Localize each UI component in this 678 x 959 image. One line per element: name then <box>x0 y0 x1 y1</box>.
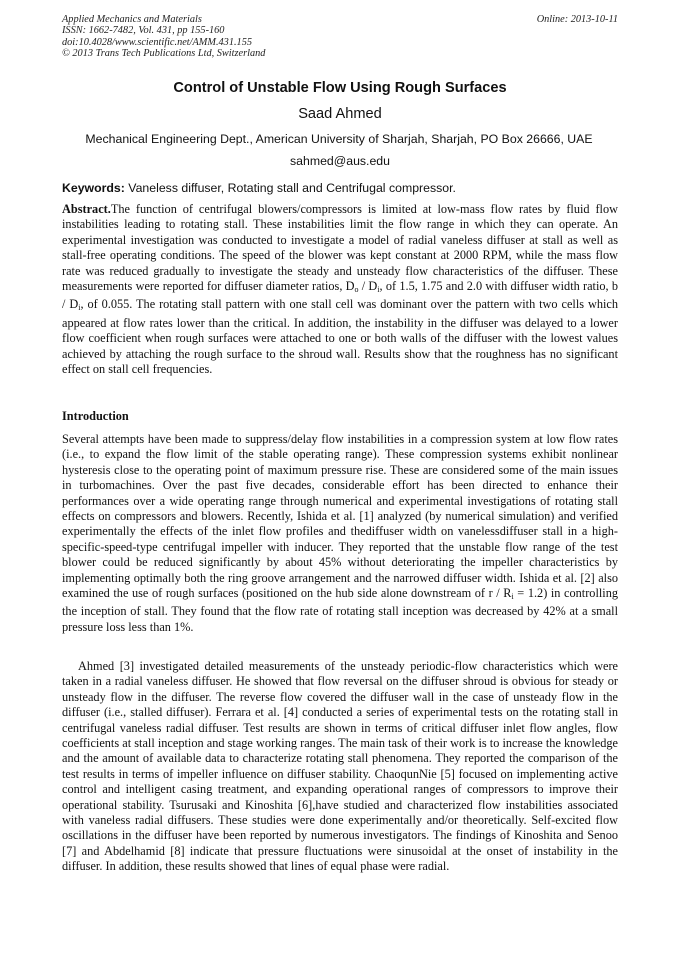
keywords <box>62 181 618 195</box>
paper-title: Control of Unstable Flow Using Rough Surfaces <box>173 80 507 96</box>
keywords-text: Vaneless diffuser, Rotating stall and Centrifugal compressor. <box>124 181 456 195</box>
doi-line: doi:10.4028/www.scientific.net/AMM.431.155 <box>62 36 252 48</box>
journal-header <box>62 14 618 60</box>
author-affiliation: Mechanical Engineering Dept., American University of Sharjah, Sharjah, PO Box 26666, UAE <box>85 132 593 146</box>
intro-paragraph-1: Several attempts have been made to suppress/delay flow instabilities in a compression system at low flow rates (i.e., to expand the flow limit of the stable operating range). These compression systems exhibit nonlinear hysteresis close to the operating point of maximum pressure rise. These are considered some of the main issues in turbomachines. Over the past five decades, considerable effort has been directed to enhance their performances over a wide operating range through numerical and experimental investigations of rotating stall effects on compressors and blowers. Recently, Ishida et al. [1] analyzed (by numerical simulation) and verified experimentally the effects of the inlet flow profiles and thediffuser width on vanelessdiffuser stall in a high-specific-speed-type centrifugal impeller with inducer. They reported that the unstable flow range of the test blower could be reduced significantly by about 45% without deteriorating the impeller characteristics by implementing optimally both the ring groove arrangement and the narrowed diffuser width. Ishida et al. [2] also examined the use of rough surfaces (positioned on the hub side alone downstream of $r / R_i = 1.2$) in controlling the inception of stall. They found that the flow rate of rotating stall inception was decreased by 42% at a small pressure loss less than 1%. <box>62 432 618 634</box>
keywords-label: Keywords: <box>62 181 125 195</box>
issn-line: ISSN: 1662-7482, Vol. 431, pp 155-160 <box>62 25 225 37</box>
intro-paragraph-2: Ahmed [3] investigated detailed measurements of the unsteady periodic-flow characteristics which were taken in a radial vaneless diffuser. He showed that flow reversal on the diffuser shroud is obvious for steady or unsteady flow in the diffuser. The reverse flow covered the diffuser wall in the case of unsteady flow in the diffuser (i.e., stalled diffuser). Ferrara et al. [4] conducted a series of experimental tests on the rotating stall in centrifugal vaneless radial diffuser. Test results are shown in terms of critical diffuser inlet flow angles, flow coefficients at stall inception and stage working ranges. The main task of their work is to increase the knowledge and the amount of available data to characterize rotating stall phenomena. They reported the comparison of the test results in terms of impeller influence on diffuser stability. ChaoqunNie [5] focused on implementing active control and intelligent casing treatment, and expanding operational ranges of compressors to improve their operational stability. Tsurusaki and Kinoshita [6],have studied and characterized flow instabilities associated with vaneless radial diffusers. These studies were done experimentally and/or theoretically. Self-excited flow oscillations in the diffuser have been reported by numerous investigators. The findings of Kinoshita and Senoo [7] and Abdelhamid [8] indicate that pressure fluctuations were sinusoidal at the onset of instability in the diffuser. In addition, these results showed that lines of equal phase were radial. <box>62 659 618 874</box>
abstract-paragraph: Abstract.The function of centrifugal blowers/compressors is limited at low-mass flow rates by fluid flow instabilities leading to rotating stall. These instabilities limit the flow range in which they can operate. An experimental investigation was conducted to investigate a model of radial vaneless diffuser at stall as well as stall-free operating conditions. The speed of the blower was kept constant at 2000 RPM, while the mass flow rate was reduced gradually to investigate the steady and unsteady flow characteristics of the diffuser. These measurements were reported for diffuser diameter ratios, $D_o / D_i$, of 1.5, 1.75 and 2.0 with diffuser width ratio, b / $D_i$, of 0.055. The rotating stall pattern with one stall cell was dominant over the pattern with two cells which appeared at flow rates lower than the critical. In addition, the instability in the diffuser was delayed to a lower flow coefficient when rough surfaces were attached to one or both walls of the diffuser with the lowest values achieved by attaching the rough surface to the shroud wall. Results show that the roughness has no significant effect on stall cell frequencies. <box>62 202 618 377</box>
section-heading-introduction: Introduction <box>62 409 129 423</box>
author-email: sahmed@aus.edu <box>290 154 390 168</box>
abstract-label: Abstract. <box>62 202 111 216</box>
online-date: Online: 2013-10-11 <box>536 14 618 25</box>
copyright-line: © 2013 Trans Tech Publications Ltd, Switzerland <box>62 48 266 60</box>
journal-name: Applied Mechanics and Materials <box>62 14 202 25</box>
author-name: Saad Ahmed <box>298 106 382 122</box>
